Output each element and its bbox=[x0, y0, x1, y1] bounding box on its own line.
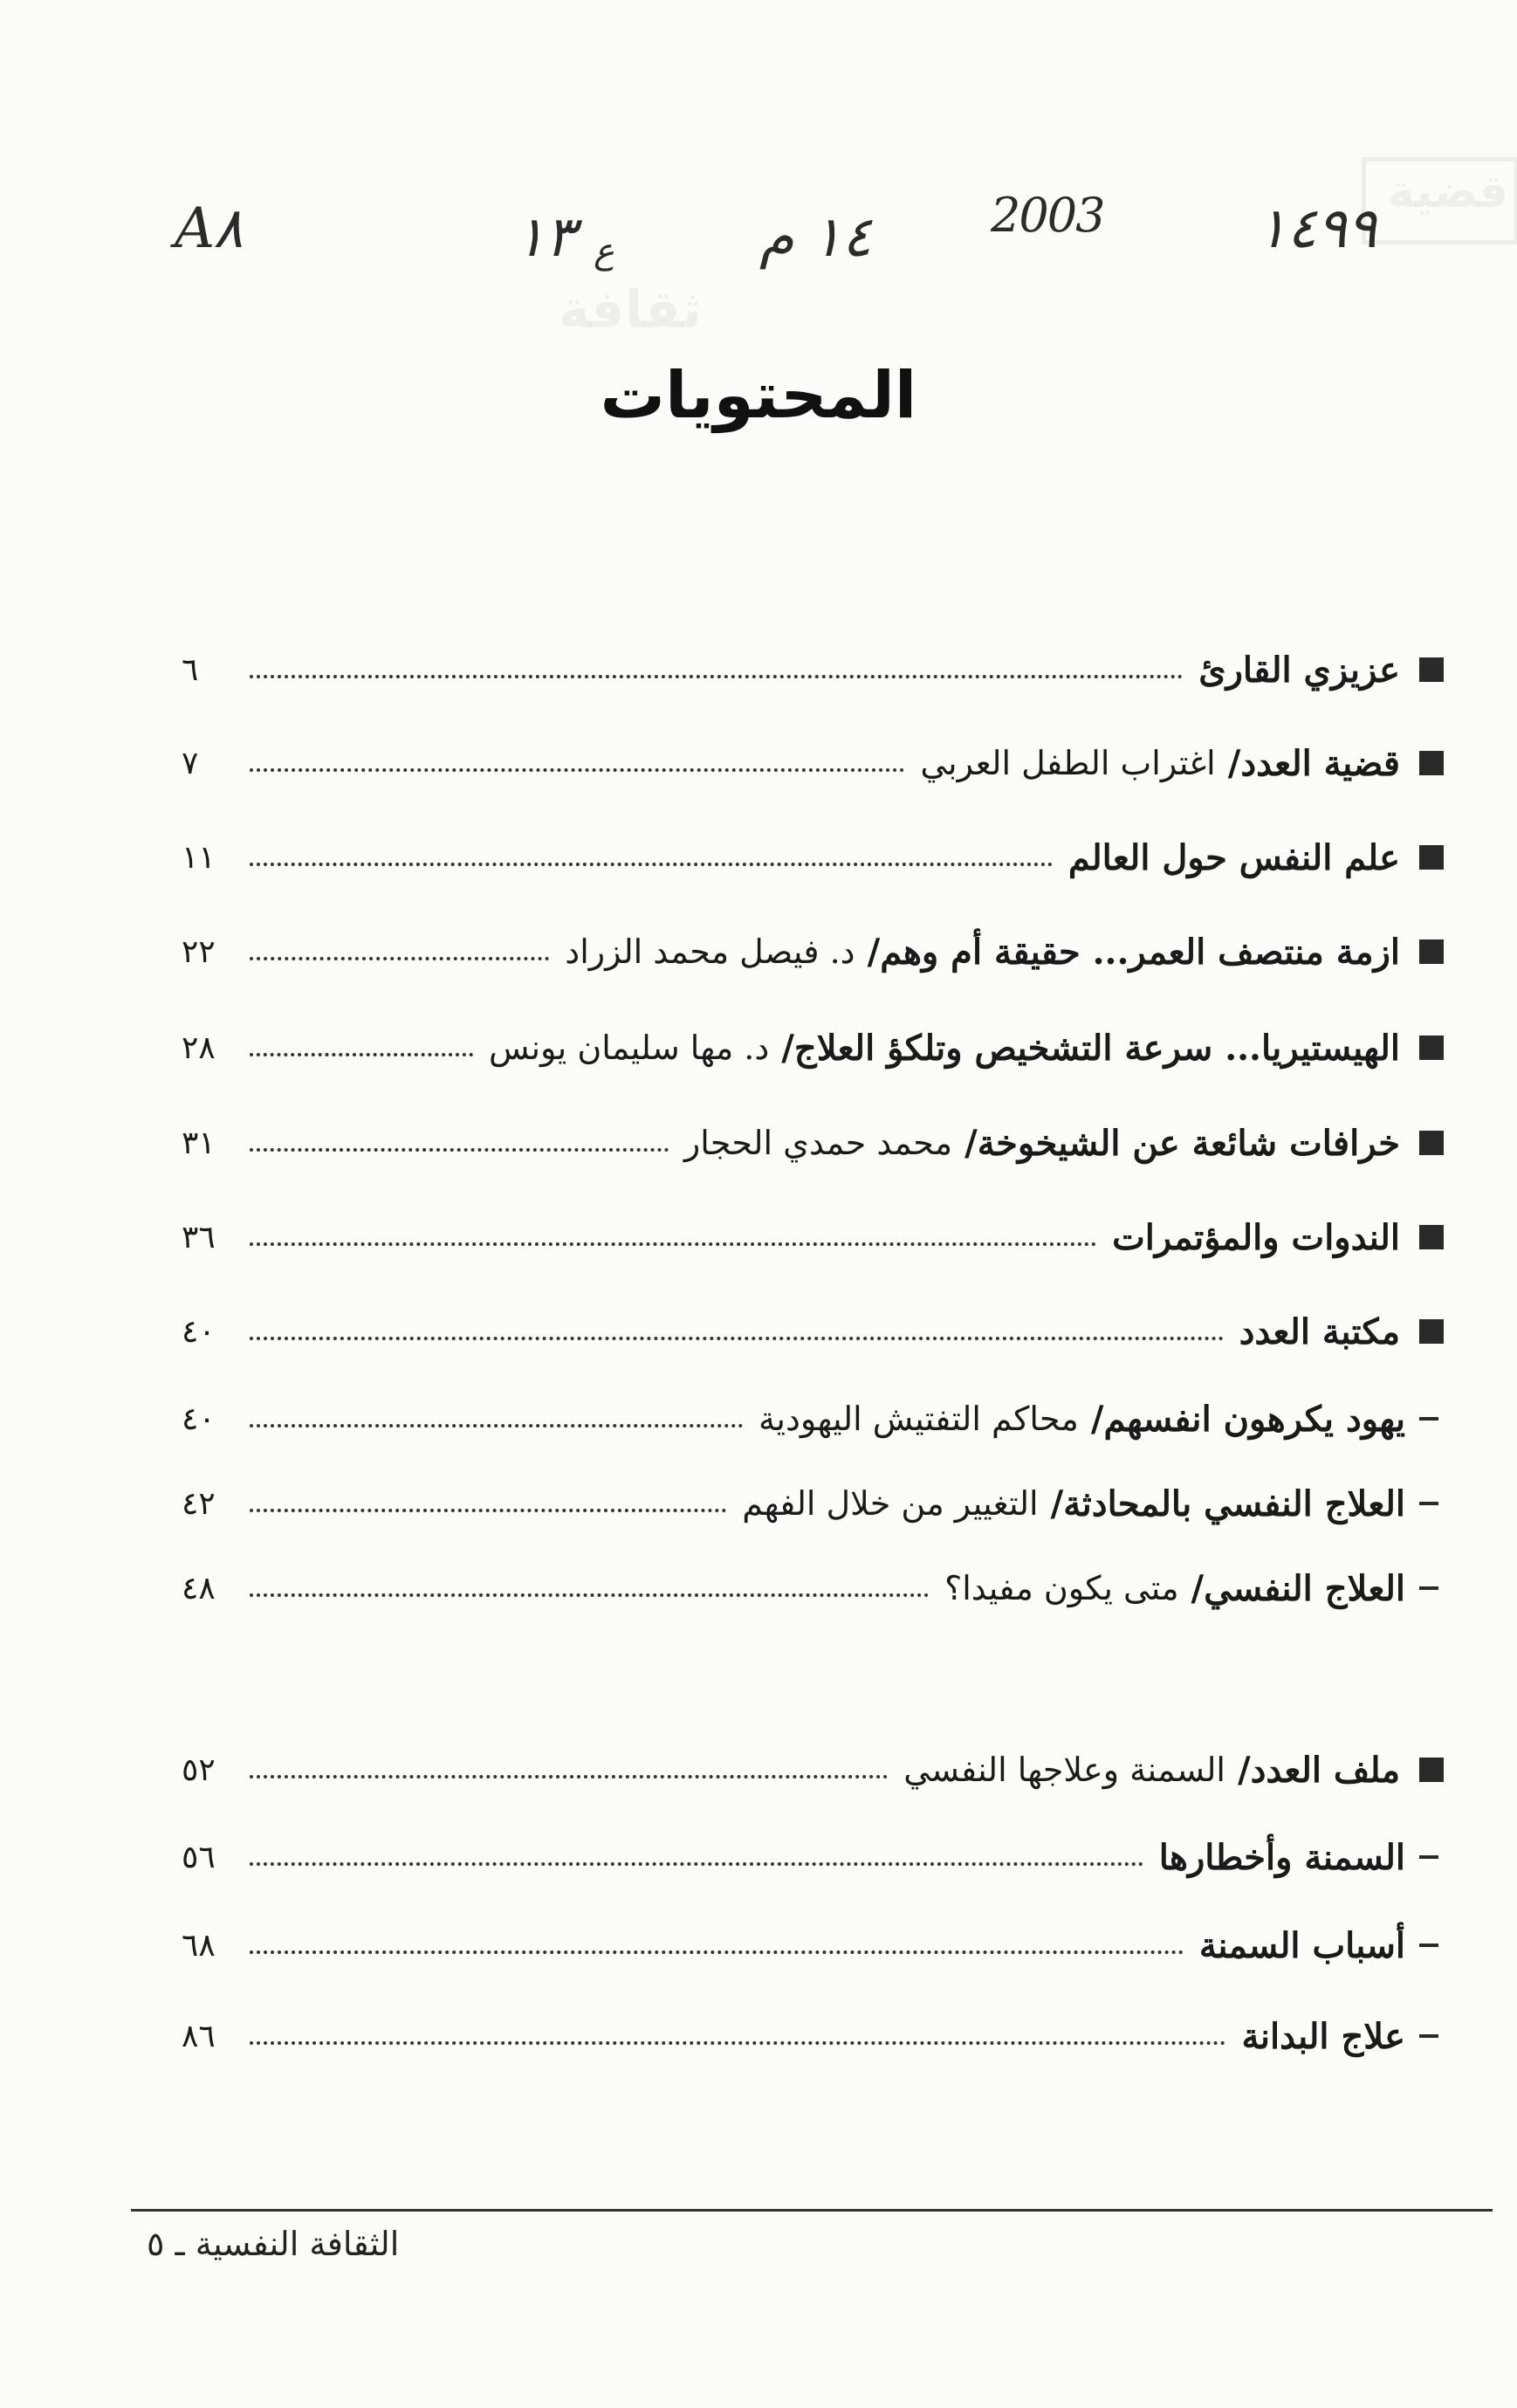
toc-page-number: ٣٦ bbox=[182, 1219, 216, 1256]
toc-entry-title: العلاج النفسي بالمحادثة/ bbox=[1050, 1483, 1405, 1524]
toc-entry-title: الندوات والمؤتمرات bbox=[1112, 1216, 1400, 1258]
toc-page-number: ١١ bbox=[182, 839, 216, 876]
handwritten-serial: ١٤٩٩ bbox=[1257, 196, 1377, 261]
dot-leader bbox=[250, 863, 1053, 866]
handwritten-code: A٨ bbox=[175, 196, 244, 261]
handwritten-number: ١٣ bbox=[515, 205, 575, 270]
footer-text: الثقافة النفسية ـ ٥ bbox=[147, 2225, 400, 2263]
toc-page-number: ٦ bbox=[182, 651, 199, 688]
dot-leader bbox=[250, 1148, 669, 1152]
toc-entry-title: علم النفس حول العالم bbox=[1067, 836, 1400, 878]
toc-entry-title: قضية العدد/ bbox=[1227, 742, 1400, 784]
handwritten-issue: ١٤ م bbox=[759, 205, 872, 270]
square-bullet-icon bbox=[1419, 1035, 1444, 1060]
toc-entry bbox=[182, 924, 1444, 980]
toc-entry-subtitle: د. مها سليمان يونس bbox=[489, 1029, 770, 1067]
toc-entry-title: العلاج النفسي/ bbox=[1191, 1567, 1405, 1609]
toc-entry-title: الهيستيريا... سرعة التشخيص وتلكؤ العلاج/ bbox=[781, 1027, 1400, 1069]
dot-leader bbox=[250, 1242, 1096, 1246]
dash-bullet-icon bbox=[1419, 1855, 1438, 1859]
square-bullet-icon bbox=[1419, 657, 1444, 682]
toc-page-number: ٦٨ bbox=[182, 1927, 216, 1964]
square-bullet-icon bbox=[1419, 1131, 1444, 1155]
toc-entry-subtitle: محاكم التفتيش اليهودية bbox=[758, 1400, 1079, 1438]
toc-entry bbox=[182, 829, 1444, 885]
toc-entry bbox=[182, 1917, 1444, 1973]
toc-entry bbox=[182, 1742, 1444, 1798]
dot-leader bbox=[250, 1337, 1224, 1340]
toc-entry bbox=[182, 1115, 1444, 1171]
dot-leader bbox=[250, 768, 904, 772]
toc-entry-subtitle: محمد حمدي الحجار bbox=[683, 1124, 953, 1162]
toc-entry-subtitle: متى يكون مفيدا؟ bbox=[944, 1569, 1179, 1607]
square-bullet-icon bbox=[1419, 751, 1444, 775]
toc-entry bbox=[182, 642, 1444, 698]
toc-page-number: ٤٨ bbox=[182, 1570, 216, 1606]
toc-entry-title: ازمة منتصف العمر... حقيقة أم وهم/ bbox=[867, 931, 1400, 973]
toc-entry bbox=[182, 735, 1444, 791]
dot-leader bbox=[250, 1593, 929, 1597]
toc-entry-subtitle: اغتراب الطفل العربي bbox=[920, 744, 1216, 782]
dash-bullet-icon bbox=[1419, 1586, 1438, 1590]
toc-entry bbox=[182, 1829, 1444, 1885]
dash-bullet-icon bbox=[1419, 2034, 1438, 2038]
toc-page-number: ٢٢ bbox=[182, 933, 216, 970]
toc-page-number: ٧ bbox=[182, 745, 199, 781]
toc-entry-title: مكتبة العدد bbox=[1239, 1311, 1400, 1352]
toc-page-number: ٤٠ bbox=[182, 1313, 216, 1350]
square-bullet-icon bbox=[1419, 939, 1444, 964]
dot-leader bbox=[250, 1509, 726, 1512]
toc-entry bbox=[182, 1304, 1444, 1359]
dot-leader bbox=[250, 675, 1183, 678]
handwritten-year: 2003 bbox=[991, 188, 1104, 243]
toc-page-number: ٣١ bbox=[182, 1125, 216, 1161]
toc-entry-title: يهود يكرهون انفسهم/ bbox=[1090, 1398, 1405, 1440]
footer-rule bbox=[131, 2209, 1493, 2212]
dash-bullet-icon bbox=[1419, 1944, 1438, 1947]
dot-leader bbox=[250, 1950, 1184, 1954]
toc-entry bbox=[182, 1391, 1444, 1447]
dot-leader bbox=[250, 1862, 1143, 1866]
dot-leader bbox=[250, 1424, 743, 1428]
dot-leader bbox=[250, 957, 549, 960]
toc-page-number: ٨٦ bbox=[182, 2018, 216, 2054]
toc-entry-subtitle: التغيير من خلال الفهم bbox=[742, 1484, 1039, 1523]
toc-entry bbox=[182, 1560, 1444, 1616]
dash-bullet-icon bbox=[1419, 1502, 1438, 1505]
toc-entry-subtitle: د. فيصل محمد الزراد bbox=[565, 932, 855, 971]
toc-entry-title: خرافات شائعة عن الشيخوخة/ bbox=[964, 1122, 1400, 1164]
toc-page-number: ٥٦ bbox=[182, 1839, 216, 1875]
toc-page-number: ٢٨ bbox=[182, 1029, 216, 1066]
handwritten-letter: ع bbox=[594, 231, 614, 272]
toc-page-number: ٥٢ bbox=[182, 1751, 216, 1788]
toc-entry-title: ملف العدد/ bbox=[1237, 1749, 1400, 1791]
toc-entry bbox=[182, 1476, 1444, 1531]
toc-entry bbox=[182, 1209, 1444, 1265]
dot-leader bbox=[250, 2041, 1225, 2045]
toc-entry bbox=[182, 2008, 1444, 2064]
toc-entry-title: علاج البدانة bbox=[1241, 2015, 1405, 2057]
square-bullet-icon bbox=[1419, 845, 1444, 870]
toc-entry-title: أسباب السمنة bbox=[1198, 1924, 1405, 1966]
page-title: المحتويات bbox=[600, 358, 917, 433]
toc-entry-title: السمنة وأخطارها bbox=[1158, 1836, 1405, 1878]
toc-entry bbox=[182, 1020, 1444, 1076]
square-bullet-icon bbox=[1419, 1758, 1444, 1782]
toc-page-number: ٤٢ bbox=[182, 1485, 216, 1522]
toc-page-number: ٤٠ bbox=[182, 1400, 216, 1437]
toc-entry-subtitle: السمنة وعلاجها النفسي bbox=[903, 1751, 1225, 1789]
toc-entry-title: عزيزي القارئ bbox=[1198, 649, 1400, 691]
dot-leader bbox=[250, 1775, 888, 1778]
dash-bullet-icon bbox=[1419, 1417, 1438, 1421]
bleed-through-box-text: قضية bbox=[1388, 166, 1509, 218]
square-bullet-icon bbox=[1419, 1225, 1444, 1249]
square-bullet-icon bbox=[1419, 1319, 1444, 1344]
dot-leader bbox=[250, 1053, 473, 1056]
bleed-through-heading: ثقافة bbox=[559, 279, 702, 341]
